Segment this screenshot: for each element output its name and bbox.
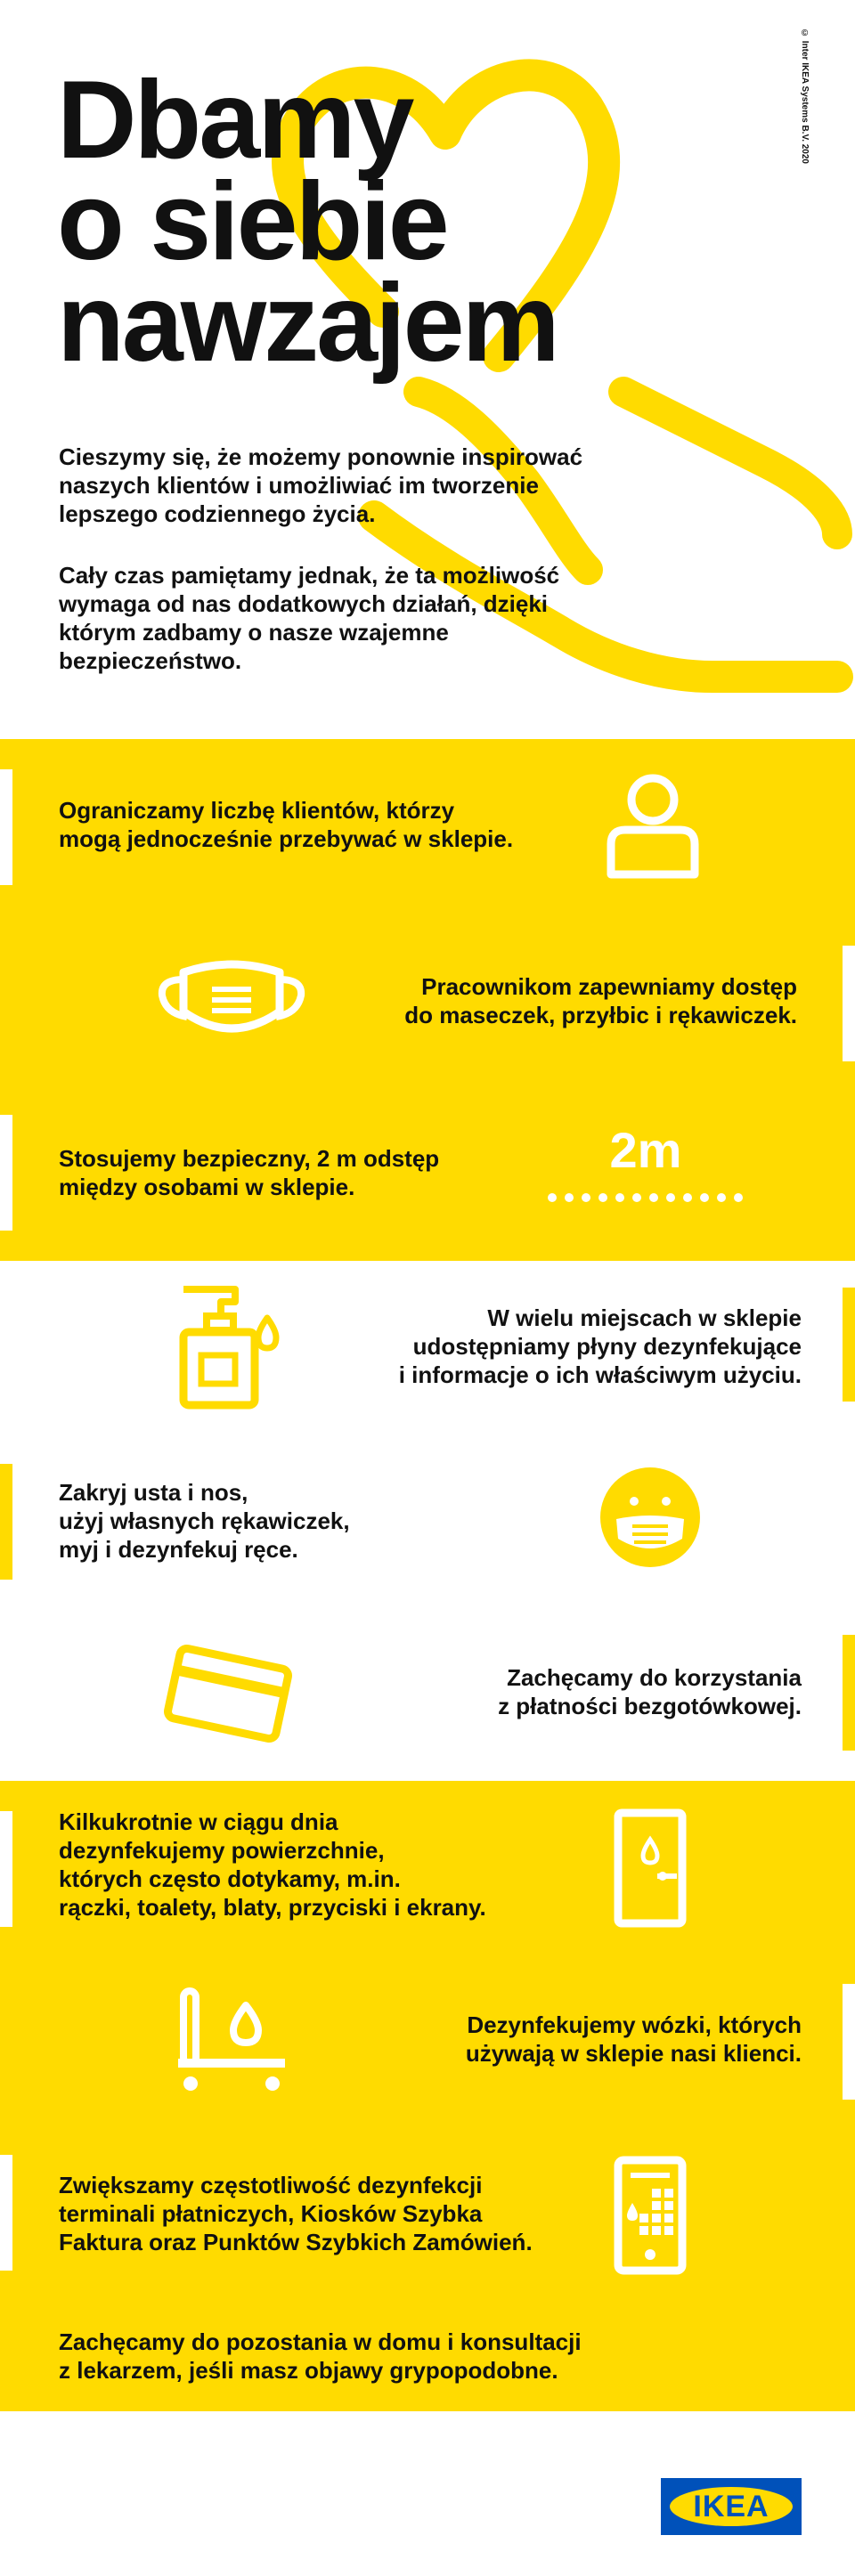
door-icon <box>613 1808 688 1929</box>
section-3-text: Stosujemy bezpieczny, 2 m odstęp między osobami w sklepie. <box>59 1145 440 1200</box>
ikea-logo <box>661 2478 802 2535</box>
section-tab <box>0 1115 12 1231</box>
section-tab <box>843 946 855 1061</box>
section-tab <box>0 1464 12 1580</box>
section-1-text: Ograniczamy liczbę klientów, którzy mogą jednocześnie przebywać w sklepie. <box>59 797 514 852</box>
intro-paragraph-2: Cały czas pamiętamy jednak, że ta możliwość wymaga od nas dodatkowych działań, dzięki którym zadbamy o nasze wzajemne bezpieczeństwo. <box>59 562 560 674</box>
section-8-text: Dezynfekujemy wózki, których używają w sklepie nasi klienci. <box>465 2011 802 2067</box>
distance-icon <box>547 1191 748 1204</box>
terminal-icon <box>613 2155 688 2276</box>
ikea-logo-text: IKEA <box>693 2490 770 2523</box>
section-9-text: Zwiększamy częstotliwość dezynfekcji terminali płatniczych, Kiosków Szybka Faktura oraz Punktów Szybkich Zamówień. <box>59 2172 533 2255</box>
section-4-text: W wielu miejscach w sklepie udostępniamy płyny dezynfekujące i informacje o ich właściwym użyciu. <box>398 1304 802 1388</box>
section-tab <box>0 2155 12 2271</box>
section-tab <box>843 1635 855 1751</box>
section-tab <box>0 769 12 885</box>
section-6-text: Zachęcamy do korzystania z płatności bezgotówkowej. <box>498 1664 802 1719</box>
distance-label: 2m <box>609 1122 682 1178</box>
masked-face-icon <box>595 1462 705 1572</box>
section-tab <box>843 1984 855 2100</box>
section-2-text: Pracownikom zapewniamy dostęp do maseczek, przyłbic i rękawiczek. <box>404 973 797 1028</box>
section-5-text: Zakryj usta i nos, użyj własnych rękawiczek, myj i dezynfekuj ręce. <box>59 1479 350 1563</box>
section-tab <box>843 1288 855 1402</box>
section-tab <box>0 1811 12 1927</box>
intro-paragraph-1: Cieszymy się, że możemy ponownie inspirować naszych klientów i umożliwiać im tworzenie lepszego codziennego życia. <box>59 443 583 527</box>
copyright-text: © Inter IKEA Systems B.V. 2020 <box>800 28 810 164</box>
person-icon <box>604 773 702 882</box>
page-title: Dbamy o siebie nawzajem <box>57 59 558 385</box>
section-7-text: Kilkukrotnie w ciągu dnia dezynfekujemy powierzchnie, których często dotykamy, m.in. rączki, toalety, blaty, przyciski i ekrany. <box>59 1808 486 1921</box>
section-10-text: Zachęcamy do pozostania w domu i konsultacji z lekarzem, jeśli masz objawy grypopodobne. <box>59 2328 582 2384</box>
